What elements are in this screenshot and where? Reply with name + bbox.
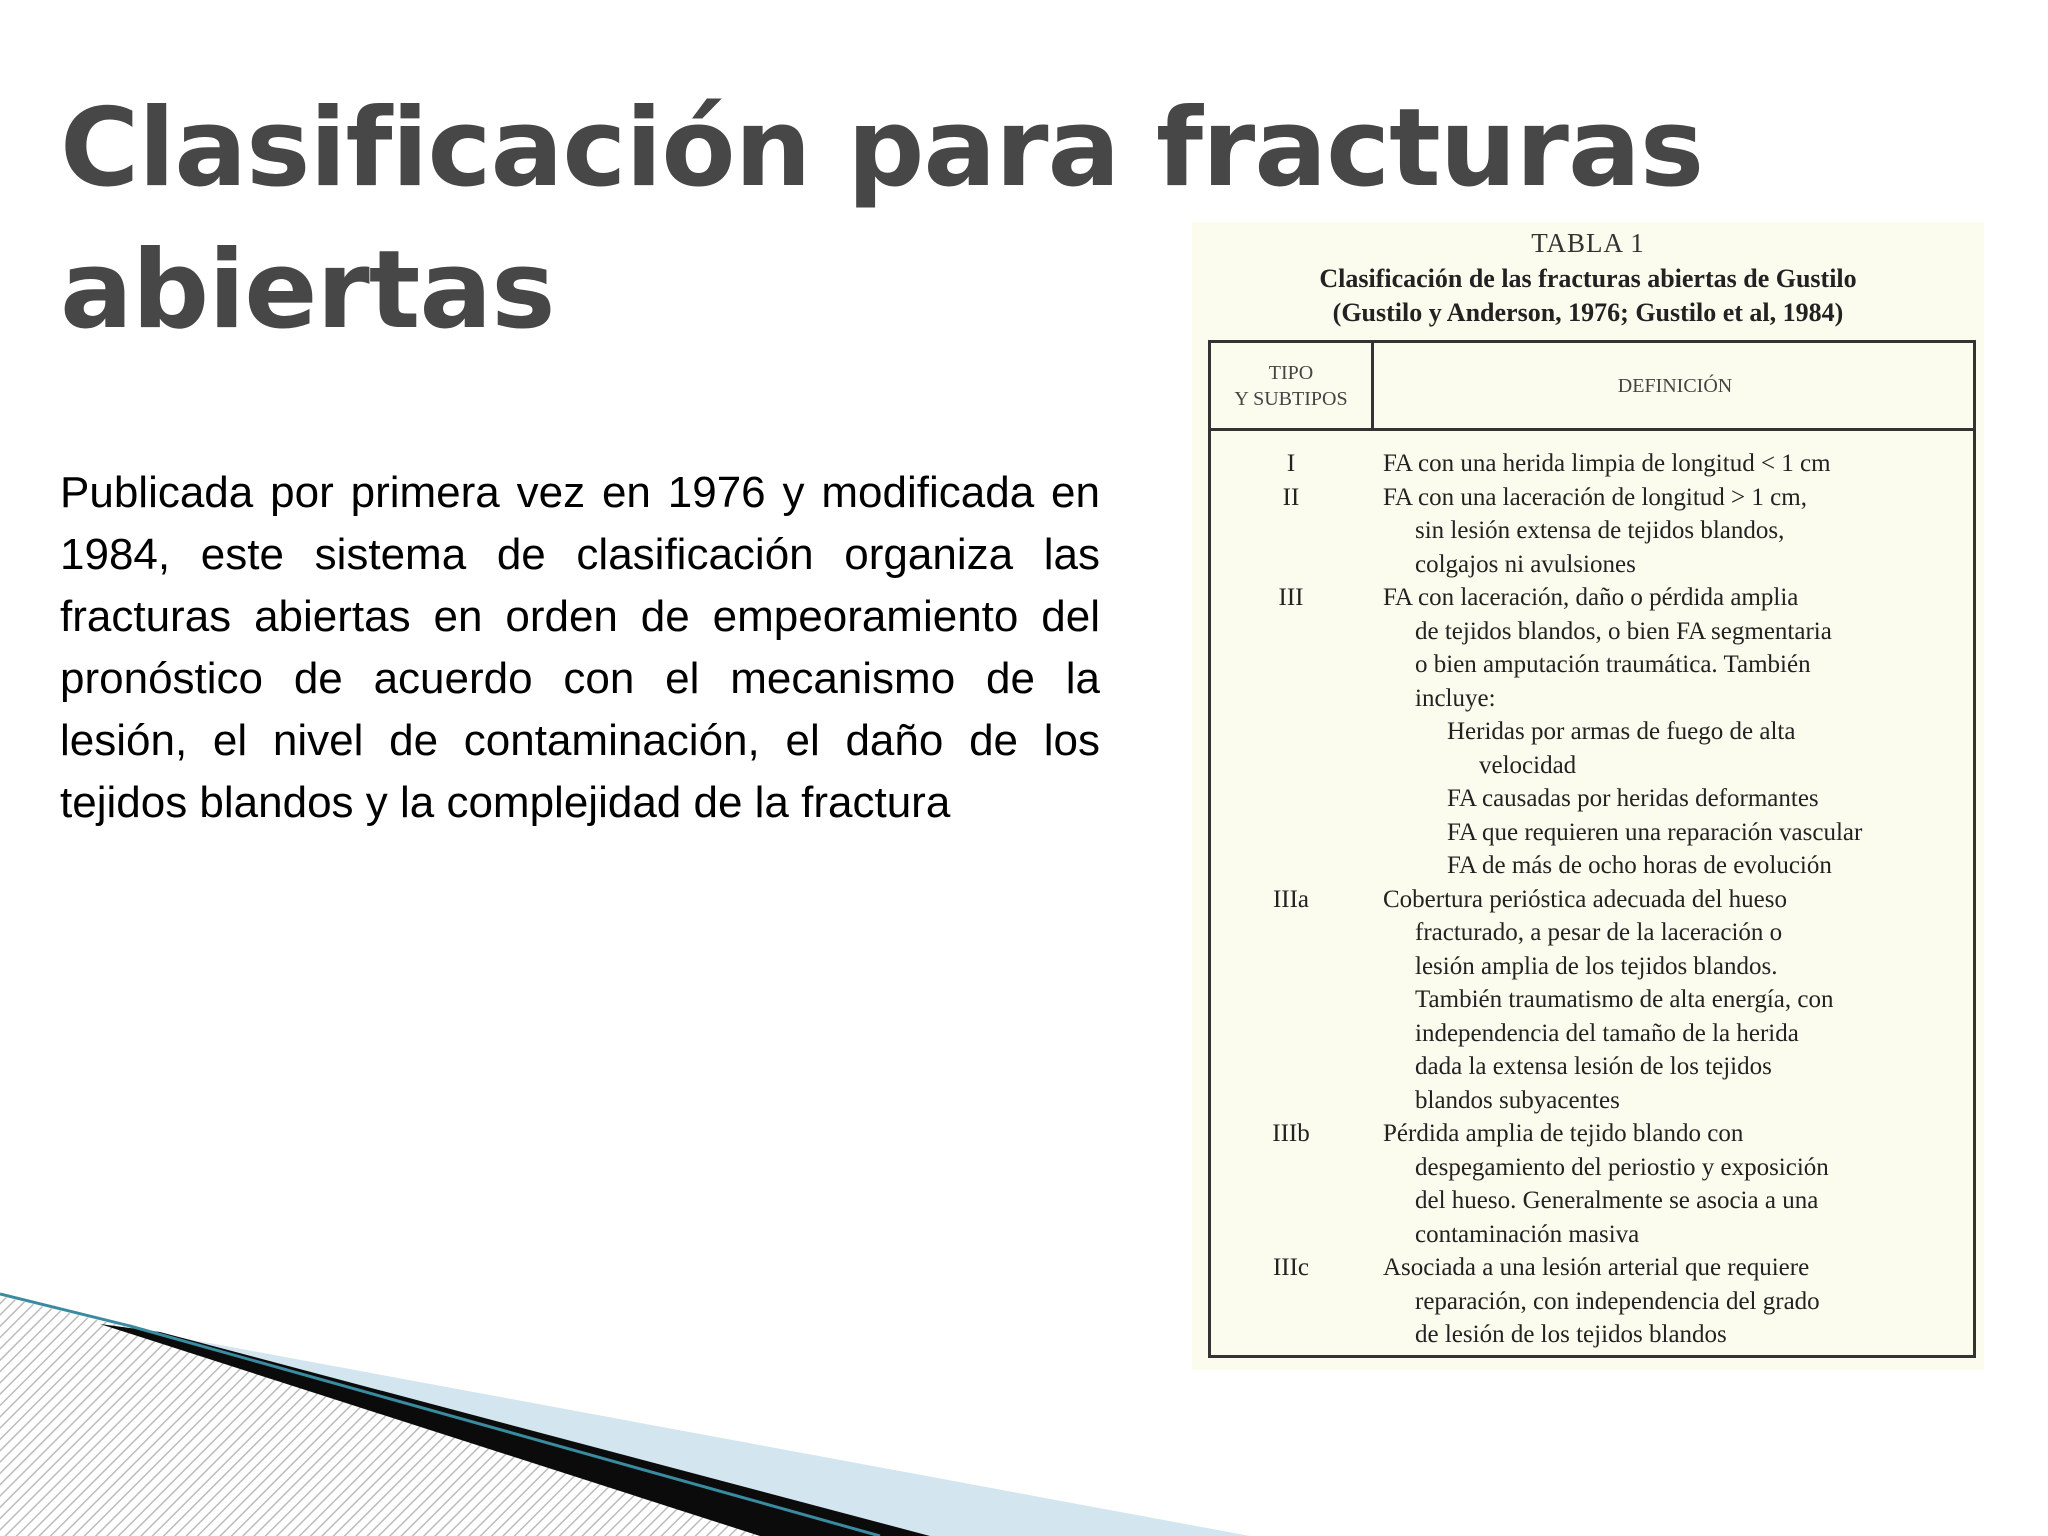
definition-line: independencia del tamaño de la herida <box>1415 1019 1799 1047</box>
row-type-iiia: IIIa <box>1272 885 1310 913</box>
row-type-iii: III <box>1278 584 1304 611</box>
definition-line: FA con laceración, daño o pérdida amplia <box>1383 584 1799 611</box>
row-definition-iiib <box>1383 1117 1973 1251</box>
column-header-type-line-2: Y SUBTIPOS <box>1234 387 1348 410</box>
definition-subitem: velocidad <box>1479 751 1577 779</box>
row-definition-i <box>1383 447 1973 481</box>
definition-line: fracturado, a pesar de la laceración o <box>1415 919 1783 946</box>
definition-subitem: FA que requieren una reparación vascular <box>1447 818 1863 846</box>
definition-line: Cobertura perióstica adecuada del hueso <box>1383 885 1787 913</box>
table-caption-line-2: (Gustilo y Anderson, 1976; Gustilo et al, 1984) <box>1332 298 1844 327</box>
table-caption-line-1: Clasificación de las fracturas abiertas de Gustilo <box>1319 264 1857 293</box>
definition-line: También traumatismo de alta energía, con <box>1415 986 1834 1013</box>
gustilo-classification-table <box>1192 222 1984 1370</box>
table-caption <box>1192 262 1984 330</box>
column-header-type <box>1211 343 1371 428</box>
definition-line: FA con una laceración de longitud > 1 cm, <box>1383 483 1807 511</box>
definition-line: FA con una herida limpia de longitud < 1 cm <box>1383 450 1831 477</box>
definition-line: incluye: <box>1415 684 1496 712</box>
row-definition-iiia <box>1383 883 1973 1118</box>
definition-line: despegamiento del periostio y exposición <box>1415 1153 1829 1181</box>
definition-line: sin lesión extensa de tejidos blandos, <box>1415 517 1785 544</box>
row-type-iiic: IIIc <box>1272 1254 1310 1281</box>
row-type-ii: II <box>1282 483 1300 511</box>
definition-subitem: FA de más de ocho horas de evolución <box>1447 852 1832 879</box>
definition-line: de tejidos blandos, o bien FA segmentaria <box>1415 617 1832 645</box>
row-definition-iiic <box>1383 1251 1973 1352</box>
column-header-definition: DEFINICIÓN <box>1617 374 1733 397</box>
hatched-band <box>0 1296 760 1536</box>
row-type-iiib: IIIb <box>1272 1120 1310 1147</box>
definition-line: dada la extensa lesión de los tejidos <box>1415 1053 1772 1080</box>
definition-line: de lesión de los tejidos blandos <box>1415 1321 1727 1348</box>
row-definition-iii <box>1383 581 1973 883</box>
definition-line: lesión amplia de los tejidos blandos. <box>1415 952 1778 980</box>
row-definition-ii <box>1383 481 1973 582</box>
table-header-row <box>1211 343 1973 431</box>
column-header-type-line-1: TIPO <box>1268 361 1314 384</box>
body-paragraph: Publicada por primera vez en 1976 y modificada en 1984, este sistema de clasificación organiza las fracturas abiertas en orden de empeoramiento del pronóstico de acuerdo con el mecanismo de la lesión, el nivel de contaminación, el daño de los tejidos blandos y la complejidad de la fractura <box>60 468 1100 827</box>
definition-line: Asociada a una lesión arterial que requiere <box>1383 1254 1810 1281</box>
definition-line: del hueso. Generalmente se asocia a una <box>1415 1187 1819 1214</box>
definition-line: Pérdida amplia de tejido blando con <box>1383 1120 1744 1147</box>
table-number: TABLA 1 <box>1531 228 1645 258</box>
definition-line: reparación, con independencia del grado <box>1415 1287 1820 1315</box>
table-frame <box>1208 340 1976 1358</box>
definition-subitem: FA causadas por heridas deformantes <box>1447 785 1819 812</box>
definition-line: colgajos ni avulsiones <box>1415 550 1636 578</box>
definition-line: contaminación masiva <box>1415 1220 1640 1248</box>
slide-title: Clasificación para fracturas abiertas <box>60 86 1704 353</box>
definition-line: o bien amputación traumática. También <box>1415 651 1811 678</box>
row-type-i: I <box>1286 450 1296 477</box>
definition-subitem: Heridas por armas de fuego de alta <box>1447 718 1796 745</box>
definition-line: blandos subyacentes <box>1415 1086 1620 1114</box>
decorative-swoosh <box>0 1280 1250 1536</box>
